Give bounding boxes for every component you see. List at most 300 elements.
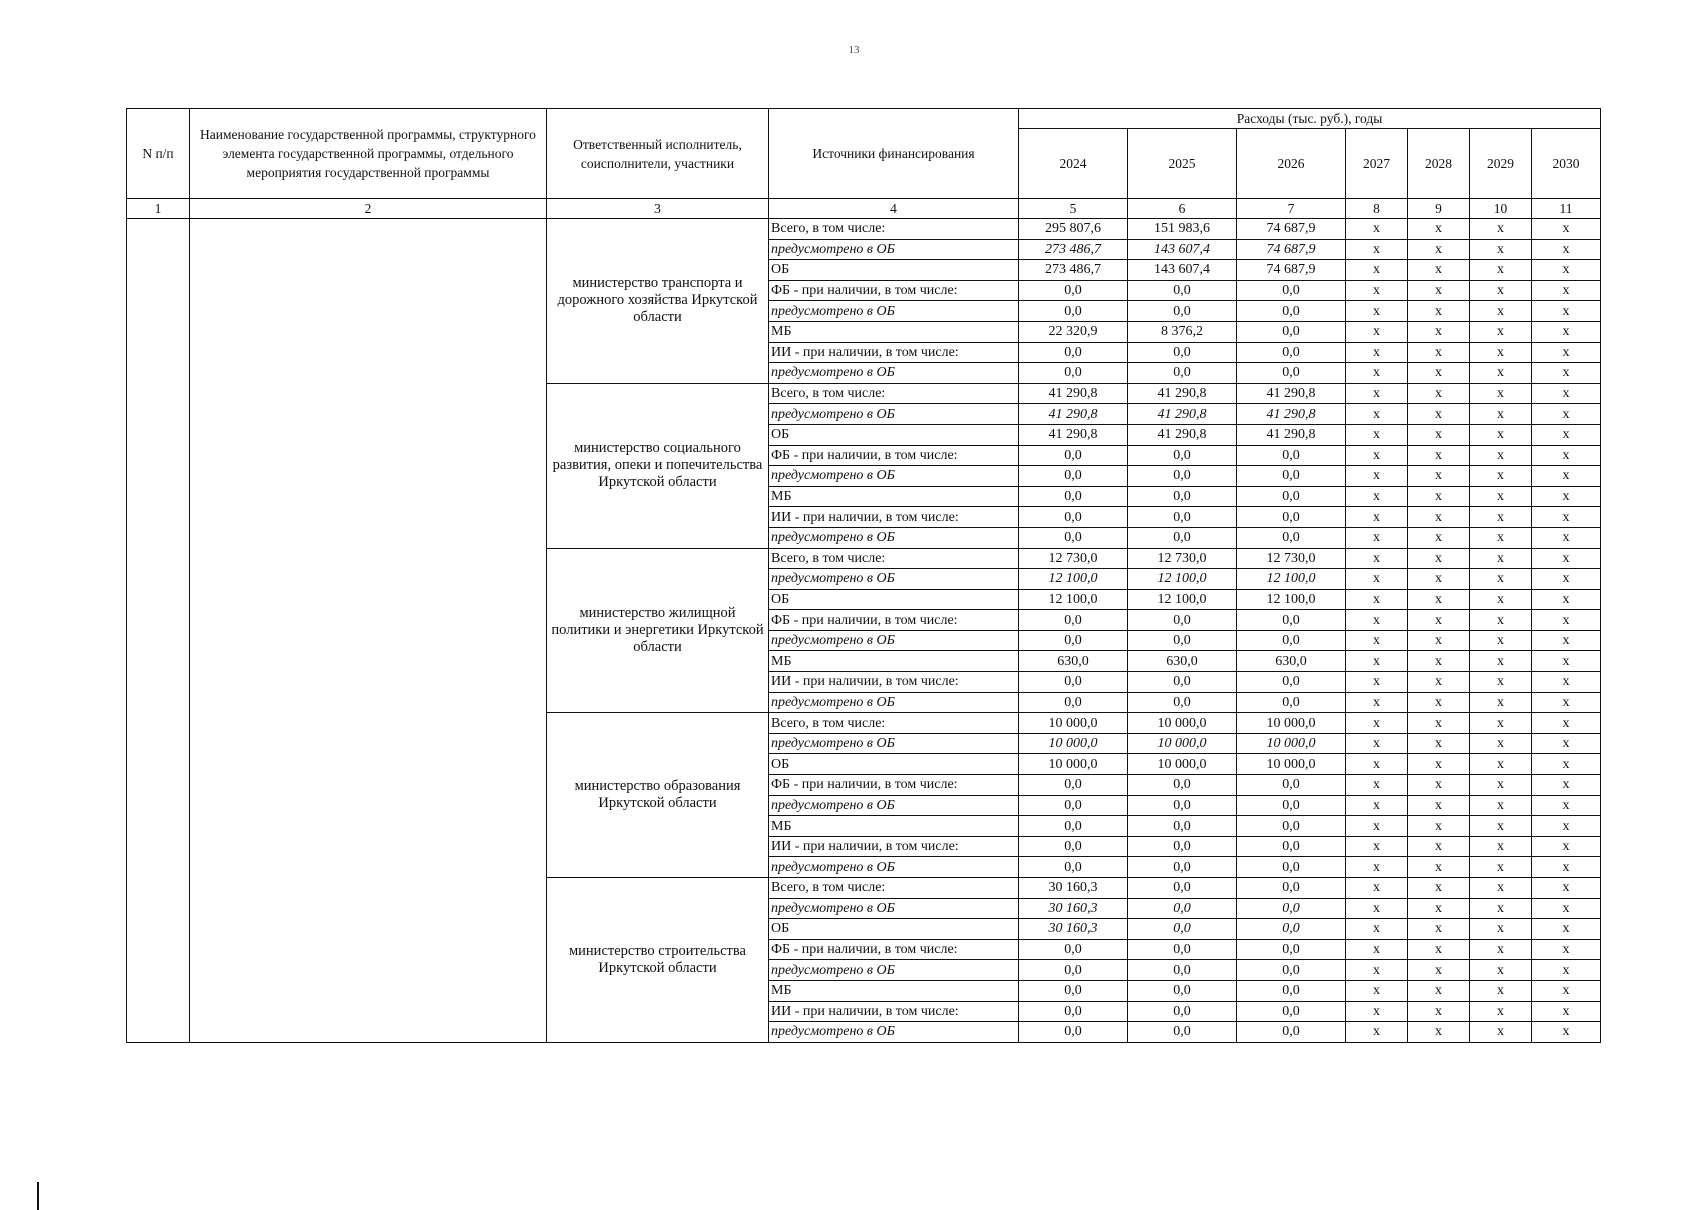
x-cell: x — [1408, 445, 1470, 466]
x-cell: x — [1408, 857, 1470, 878]
column-number: 1 — [127, 199, 190, 219]
value-cell: 0,0 — [1128, 898, 1237, 919]
value-cell: 0,0 — [1128, 775, 1237, 796]
value-cell: 12 730,0 — [1237, 548, 1346, 569]
value-cell: 41 290,8 — [1019, 424, 1128, 445]
source-cell: МБ — [769, 816, 1019, 837]
x-cell: x — [1346, 219, 1408, 240]
x-cell: x — [1346, 672, 1408, 693]
x-cell: x — [1532, 610, 1601, 631]
x-cell: x — [1346, 630, 1408, 651]
table-body — [127, 219, 1601, 1043]
source-cell: предусмотрено в ОБ — [769, 404, 1019, 425]
value-cell: 74 687,9 — [1237, 239, 1346, 260]
value-cell: 0,0 — [1128, 527, 1237, 548]
value-cell: 0,0 — [1237, 445, 1346, 466]
x-cell: x — [1408, 363, 1470, 384]
source-cell: предусмотрено в ОБ — [769, 960, 1019, 981]
column-number: 8 — [1346, 199, 1408, 219]
x-cell: x — [1408, 795, 1470, 816]
x-cell: x — [1470, 260, 1532, 281]
x-cell: x — [1408, 960, 1470, 981]
value-cell: 0,0 — [1128, 507, 1237, 528]
x-cell: x — [1408, 383, 1470, 404]
value-cell: 0,0 — [1019, 610, 1128, 631]
x-cell: x — [1532, 960, 1601, 981]
value-cell: 0,0 — [1237, 610, 1346, 631]
source-cell: ИИ - при наличии, в том числе: — [769, 507, 1019, 528]
x-cell: x — [1408, 754, 1470, 775]
x-cell: x — [1532, 486, 1601, 507]
source-cell: предусмотрено в ОБ — [769, 569, 1019, 590]
value-cell: 0,0 — [1237, 1001, 1346, 1022]
value-cell: 12 100,0 — [1128, 569, 1237, 590]
x-cell: x — [1470, 569, 1532, 590]
value-cell: 0,0 — [1019, 1022, 1128, 1043]
x-cell: x — [1532, 980, 1601, 1001]
source-cell: предусмотрено в ОБ — [769, 363, 1019, 384]
x-cell: x — [1408, 919, 1470, 940]
x-cell: x — [1532, 939, 1601, 960]
x-cell: x — [1470, 383, 1532, 404]
column-number: 10 — [1470, 199, 1532, 219]
x-cell: x — [1346, 795, 1408, 816]
header-year: 2025 — [1128, 129, 1237, 199]
value-cell: 41 290,8 — [1019, 383, 1128, 404]
x-cell: x — [1346, 301, 1408, 322]
value-cell: 41 290,8 — [1237, 404, 1346, 425]
x-cell: x — [1346, 733, 1408, 754]
x-cell: x — [1532, 919, 1601, 940]
value-cell: 12 730,0 — [1019, 548, 1128, 569]
x-cell: x — [1532, 775, 1601, 796]
x-cell: x — [1346, 527, 1408, 548]
executor-cell: министерство образования Иркутской области — [547, 713, 769, 878]
value-cell: 41 290,8 — [1237, 424, 1346, 445]
x-cell: x — [1470, 548, 1532, 569]
value-cell: 10 000,0 — [1128, 754, 1237, 775]
value-cell: 0,0 — [1128, 363, 1237, 384]
x-cell: x — [1408, 610, 1470, 631]
x-cell: x — [1346, 239, 1408, 260]
value-cell: 0,0 — [1019, 486, 1128, 507]
header-num: N п/п — [127, 109, 190, 199]
source-cell: предусмотрено в ОБ — [769, 857, 1019, 878]
x-cell: x — [1532, 219, 1601, 240]
value-cell: 8 376,2 — [1128, 321, 1237, 342]
x-cell: x — [1470, 1001, 1532, 1022]
value-cell: 10 000,0 — [1128, 713, 1237, 734]
header-year: 2026 — [1237, 129, 1346, 199]
x-cell: x — [1346, 878, 1408, 899]
x-cell: x — [1346, 486, 1408, 507]
x-cell: x — [1346, 280, 1408, 301]
value-cell: 41 290,8 — [1128, 383, 1237, 404]
x-cell: x — [1408, 466, 1470, 487]
header-source: Источники финансирования — [769, 109, 1019, 199]
x-cell: x — [1408, 280, 1470, 301]
x-cell: x — [1346, 836, 1408, 857]
value-cell: 0,0 — [1237, 321, 1346, 342]
x-cell: x — [1532, 651, 1601, 672]
x-cell: x — [1346, 507, 1408, 528]
value-cell: 0,0 — [1019, 342, 1128, 363]
value-cell: 12 100,0 — [1237, 569, 1346, 590]
x-cell: x — [1408, 836, 1470, 857]
value-cell: 0,0 — [1237, 486, 1346, 507]
value-cell: 12 100,0 — [1019, 569, 1128, 590]
value-cell: 0,0 — [1128, 1022, 1237, 1043]
value-cell: 10 000,0 — [1019, 713, 1128, 734]
source-cell: МБ — [769, 651, 1019, 672]
value-cell: 10 000,0 — [1019, 733, 1128, 754]
x-cell: x — [1346, 363, 1408, 384]
x-cell: x — [1532, 507, 1601, 528]
value-cell: 0,0 — [1019, 445, 1128, 466]
value-cell: 41 290,8 — [1128, 424, 1237, 445]
executor-cell: министерство социального развития, опеки и попечительства Иркутской области — [547, 383, 769, 548]
x-cell: x — [1346, 1022, 1408, 1043]
value-cell: 0,0 — [1128, 919, 1237, 940]
x-cell: x — [1470, 445, 1532, 466]
source-cell: ОБ — [769, 919, 1019, 940]
header-year: 2027 — [1346, 129, 1408, 199]
source-cell: Всего, в том числе: — [769, 713, 1019, 734]
x-cell: x — [1346, 816, 1408, 837]
source-cell: ОБ — [769, 589, 1019, 610]
x-cell: x — [1532, 713, 1601, 734]
x-cell: x — [1346, 466, 1408, 487]
x-cell: x — [1408, 1001, 1470, 1022]
x-cell: x — [1346, 939, 1408, 960]
value-cell: 0,0 — [1237, 836, 1346, 857]
value-cell: 10 000,0 — [1128, 733, 1237, 754]
value-cell: 0,0 — [1237, 466, 1346, 487]
x-cell: x — [1346, 980, 1408, 1001]
source-cell: ОБ — [769, 754, 1019, 775]
x-cell: x — [1408, 260, 1470, 281]
x-cell: x — [1470, 1022, 1532, 1043]
value-cell: 630,0 — [1019, 651, 1128, 672]
source-cell: предусмотрено в ОБ — [769, 466, 1019, 487]
header-year: 2028 — [1408, 129, 1470, 199]
x-cell: x — [1346, 898, 1408, 919]
source-cell: ФБ - при наличии, в том числе: — [769, 775, 1019, 796]
x-cell: x — [1408, 569, 1470, 590]
value-cell: 0,0 — [1128, 980, 1237, 1001]
value-cell: 41 290,8 — [1237, 383, 1346, 404]
x-cell: x — [1532, 548, 1601, 569]
source-cell: предусмотрено в ОБ — [769, 898, 1019, 919]
x-cell: x — [1346, 445, 1408, 466]
x-cell: x — [1408, 692, 1470, 713]
x-cell: x — [1408, 878, 1470, 899]
value-cell: 143 607,4 — [1128, 239, 1237, 260]
value-cell: 0,0 — [1237, 898, 1346, 919]
x-cell: x — [1408, 733, 1470, 754]
value-cell: 0,0 — [1019, 795, 1128, 816]
column-number: 2 — [190, 199, 547, 219]
x-cell: x — [1408, 816, 1470, 837]
value-cell: 74 687,9 — [1237, 219, 1346, 240]
x-cell: x — [1346, 1001, 1408, 1022]
x-cell: x — [1532, 836, 1601, 857]
value-cell: 0,0 — [1237, 980, 1346, 1001]
value-cell: 0,0 — [1128, 1001, 1237, 1022]
x-cell: x — [1408, 507, 1470, 528]
x-cell: x — [1346, 775, 1408, 796]
x-cell: x — [1470, 733, 1532, 754]
value-cell: 0,0 — [1237, 280, 1346, 301]
margin-mark — [37, 1182, 39, 1210]
x-cell: x — [1470, 630, 1532, 651]
x-cell: x — [1470, 919, 1532, 940]
value-cell: 12 100,0 — [1237, 589, 1346, 610]
source-cell: предусмотрено в ОБ — [769, 630, 1019, 651]
source-cell: ИИ - при наличии, в том числе: — [769, 836, 1019, 857]
x-cell: x — [1470, 239, 1532, 260]
column-number: 7 — [1237, 199, 1346, 219]
executor-cell: министерство строительства Иркутской области — [547, 878, 769, 1043]
budget-table — [126, 108, 1601, 1043]
value-cell: 0,0 — [1237, 301, 1346, 322]
x-cell: x — [1408, 424, 1470, 445]
value-cell: 0,0 — [1128, 486, 1237, 507]
value-cell: 12 100,0 — [1019, 589, 1128, 610]
x-cell: x — [1408, 713, 1470, 734]
value-cell: 0,0 — [1128, 342, 1237, 363]
executor-cell: министерство транспорта и дорожного хозяйства Иркутской области — [547, 219, 769, 384]
column-number: 4 — [769, 199, 1019, 219]
x-cell: x — [1408, 630, 1470, 651]
x-cell: x — [1470, 713, 1532, 734]
value-cell: 41 290,8 — [1019, 404, 1128, 425]
value-cell: 0,0 — [1019, 836, 1128, 857]
x-cell: x — [1532, 301, 1601, 322]
x-cell: x — [1346, 754, 1408, 775]
x-cell: x — [1532, 1022, 1601, 1043]
source-cell: ОБ — [769, 260, 1019, 281]
value-cell: 0,0 — [1237, 507, 1346, 528]
x-cell: x — [1470, 960, 1532, 981]
x-cell: x — [1532, 672, 1601, 693]
value-cell: 0,0 — [1237, 939, 1346, 960]
table-header — [127, 109, 1601, 219]
value-cell: 0,0 — [1019, 507, 1128, 528]
x-cell: x — [1470, 672, 1532, 693]
x-cell: x — [1532, 630, 1601, 651]
source-cell: ИИ - при наличии, в том числе: — [769, 342, 1019, 363]
name-cell — [190, 219, 547, 1043]
x-cell: x — [1346, 260, 1408, 281]
source-cell: ФБ - при наличии, в том числе: — [769, 939, 1019, 960]
source-cell: предусмотрено в ОБ — [769, 1022, 1019, 1043]
x-cell: x — [1470, 301, 1532, 322]
value-cell: 0,0 — [1237, 527, 1346, 548]
value-cell: 0,0 — [1019, 816, 1128, 837]
column-numbers-row — [127, 199, 1601, 219]
value-cell: 0,0 — [1019, 857, 1128, 878]
value-cell: 22 320,9 — [1019, 321, 1128, 342]
value-cell: 74 687,9 — [1237, 260, 1346, 281]
source-cell: предусмотрено в ОБ — [769, 795, 1019, 816]
x-cell: x — [1532, 260, 1601, 281]
x-cell: x — [1470, 527, 1532, 548]
value-cell: 0,0 — [1019, 363, 1128, 384]
value-cell: 41 290,8 — [1128, 404, 1237, 425]
value-cell: 0,0 — [1019, 960, 1128, 981]
source-cell: предусмотрено в ОБ — [769, 692, 1019, 713]
value-cell: 10 000,0 — [1019, 754, 1128, 775]
x-cell: x — [1408, 239, 1470, 260]
x-cell: x — [1470, 816, 1532, 837]
value-cell: 10 000,0 — [1237, 733, 1346, 754]
value-cell: 0,0 — [1019, 939, 1128, 960]
x-cell: x — [1532, 321, 1601, 342]
value-cell: 12 730,0 — [1128, 548, 1237, 569]
value-cell: 0,0 — [1128, 280, 1237, 301]
value-cell: 0,0 — [1128, 610, 1237, 631]
x-cell: x — [1470, 486, 1532, 507]
source-cell: ИИ - при наличии, в том числе: — [769, 1001, 1019, 1022]
x-cell: x — [1408, 321, 1470, 342]
x-cell: x — [1532, 1001, 1601, 1022]
header-year: 2024 — [1019, 129, 1128, 199]
value-cell: 273 486,7 — [1019, 239, 1128, 260]
value-cell: 0,0 — [1128, 445, 1237, 466]
value-cell: 0,0 — [1128, 672, 1237, 693]
x-cell: x — [1532, 816, 1601, 837]
source-cell: ОБ — [769, 424, 1019, 445]
value-cell: 0,0 — [1128, 836, 1237, 857]
x-cell: x — [1532, 239, 1601, 260]
column-number: 5 — [1019, 199, 1128, 219]
column-number: 3 — [547, 199, 769, 219]
x-cell: x — [1408, 980, 1470, 1001]
x-cell: x — [1532, 692, 1601, 713]
column-number: 9 — [1408, 199, 1470, 219]
executor-cell: министерство жилищной политики и энергетики Иркутской области — [547, 548, 769, 713]
x-cell: x — [1408, 651, 1470, 672]
header-expenses: Расходы (тыс. руб.), годы — [1019, 109, 1601, 129]
x-cell: x — [1470, 754, 1532, 775]
value-cell: 0,0 — [1128, 466, 1237, 487]
x-cell: x — [1532, 878, 1601, 899]
x-cell: x — [1532, 383, 1601, 404]
value-cell: 0,0 — [1237, 795, 1346, 816]
header-year: 2029 — [1470, 129, 1532, 199]
x-cell: x — [1532, 363, 1601, 384]
page-number: 13 — [848, 44, 860, 56]
value-cell: 0,0 — [1019, 775, 1128, 796]
value-cell: 0,0 — [1019, 280, 1128, 301]
value-cell: 630,0 — [1237, 651, 1346, 672]
source-cell: предусмотрено в ОБ — [769, 301, 1019, 322]
x-cell: x — [1346, 651, 1408, 672]
x-cell: x — [1470, 857, 1532, 878]
x-cell: x — [1346, 342, 1408, 363]
x-cell: x — [1470, 507, 1532, 528]
value-cell: 10 000,0 — [1237, 713, 1346, 734]
value-cell: 0,0 — [1128, 857, 1237, 878]
header-name: Наименование государственной программы, структурного элемента государственной программы, отдельного мероприятия государственной программы — [190, 109, 547, 199]
x-cell: x — [1346, 960, 1408, 981]
value-cell: 0,0 — [1019, 466, 1128, 487]
num-cell — [127, 219, 190, 1043]
x-cell: x — [1532, 733, 1601, 754]
source-cell: МБ — [769, 980, 1019, 1001]
column-number: 6 — [1128, 199, 1237, 219]
source-cell: Всего, в том числе: — [769, 219, 1019, 240]
value-cell: 0,0 — [1128, 816, 1237, 837]
x-cell: x — [1470, 939, 1532, 960]
x-cell: x — [1346, 919, 1408, 940]
x-cell: x — [1470, 342, 1532, 363]
header-executor: Ответственный исполнитель, соисполнители, участники — [547, 109, 769, 199]
value-cell: 0,0 — [1128, 878, 1237, 899]
value-cell: 0,0 — [1237, 816, 1346, 837]
header-year: 2030 — [1532, 129, 1601, 199]
x-cell: x — [1408, 898, 1470, 919]
value-cell: 0,0 — [1128, 301, 1237, 322]
x-cell: x — [1532, 569, 1601, 590]
value-cell: 30 160,3 — [1019, 898, 1128, 919]
x-cell: x — [1408, 548, 1470, 569]
source-cell: предусмотрено в ОБ — [769, 733, 1019, 754]
value-cell: 0,0 — [1237, 775, 1346, 796]
x-cell: x — [1532, 589, 1601, 610]
value-cell: 0,0 — [1237, 363, 1346, 384]
x-cell: x — [1532, 527, 1601, 548]
x-cell: x — [1470, 775, 1532, 796]
x-cell: x — [1408, 342, 1470, 363]
x-cell: x — [1532, 445, 1601, 466]
x-cell: x — [1470, 692, 1532, 713]
value-cell: 0,0 — [1237, 630, 1346, 651]
x-cell: x — [1470, 589, 1532, 610]
x-cell: x — [1346, 569, 1408, 590]
x-cell: x — [1532, 280, 1601, 301]
x-cell: x — [1346, 713, 1408, 734]
x-cell: x — [1346, 424, 1408, 445]
x-cell: x — [1470, 280, 1532, 301]
value-cell: 0,0 — [1019, 1001, 1128, 1022]
source-cell: предусмотрено в ОБ — [769, 527, 1019, 548]
x-cell: x — [1470, 795, 1532, 816]
x-cell: x — [1470, 466, 1532, 487]
value-cell: 12 100,0 — [1128, 589, 1237, 610]
x-cell: x — [1408, 939, 1470, 960]
source-cell: ИИ - при наличии, в том числе: — [769, 672, 1019, 693]
x-cell: x — [1408, 404, 1470, 425]
x-cell: x — [1408, 527, 1470, 548]
x-cell: x — [1408, 1022, 1470, 1043]
x-cell: x — [1346, 692, 1408, 713]
value-cell: 0,0 — [1237, 857, 1346, 878]
x-cell: x — [1470, 610, 1532, 631]
x-cell: x — [1470, 424, 1532, 445]
value-cell: 0,0 — [1019, 301, 1128, 322]
value-cell: 0,0 — [1128, 630, 1237, 651]
x-cell: x — [1532, 466, 1601, 487]
value-cell: 0,0 — [1237, 672, 1346, 693]
source-cell: МБ — [769, 321, 1019, 342]
x-cell: x — [1470, 836, 1532, 857]
source-cell: предусмотрено в ОБ — [769, 239, 1019, 260]
value-cell: 0,0 — [1128, 795, 1237, 816]
x-cell: x — [1532, 795, 1601, 816]
column-number: 11 — [1532, 199, 1601, 219]
